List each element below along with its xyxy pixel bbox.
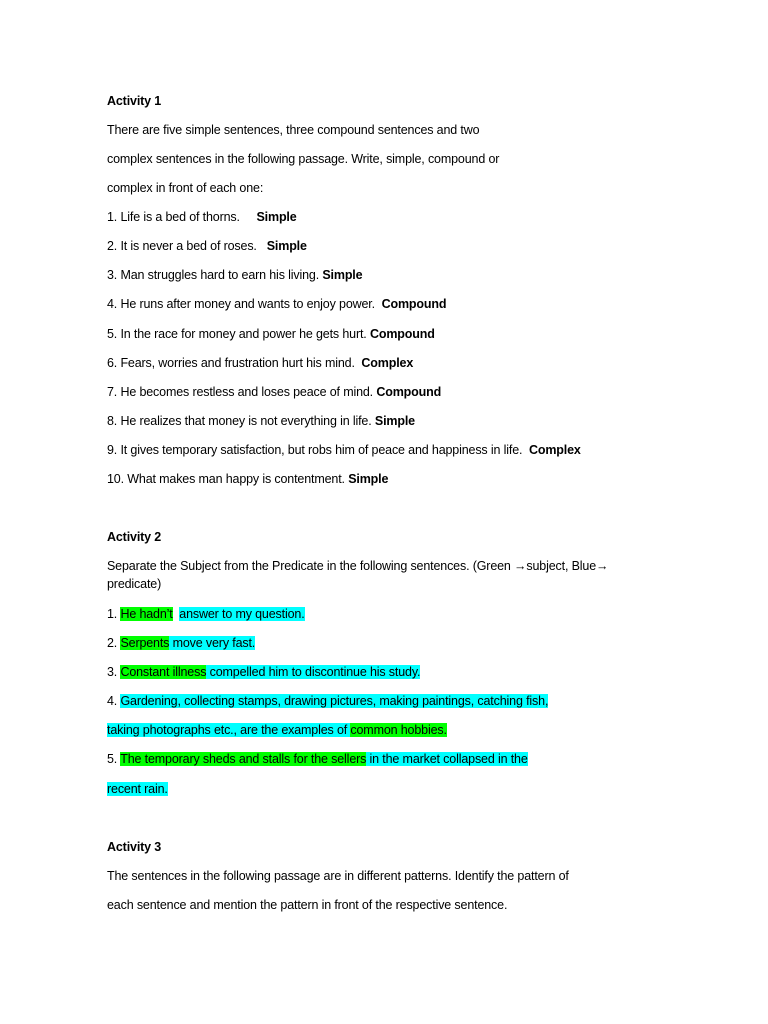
- predicate-highlight: in the market collapsed in the: [366, 752, 528, 766]
- sentence-text: 2. It is never a bed of roses.: [107, 239, 267, 253]
- predicate-highlight: compelled him to discontinue his study.: [206, 665, 421, 679]
- sentence-answer: Complex: [528, 443, 581, 457]
- activity-1-intro-line: There are five simple sentences, three compound sentences and two: [107, 123, 480, 137]
- sentence-answer: Simple: [322, 268, 363, 282]
- sentence-answer: Simple: [266, 239, 307, 253]
- activity-2-item: [107, 664, 420, 680]
- activity-2-item-continuation: [107, 722, 447, 738]
- activity-1-item: [107, 296, 446, 312]
- sentence-answer: Simple: [348, 472, 389, 486]
- subject-highlight: Constant illness: [120, 665, 207, 679]
- activity-2-item: [107, 693, 548, 709]
- sentence-text: 7. He becomes restless and loses peace of mind.: [107, 385, 377, 399]
- activity-1-heading: Activity 1: [107, 94, 162, 108]
- sentence-text: 4. He runs after money and wants to enjoy power.: [107, 297, 382, 311]
- sentence-text: 1. Life is a bed of thorns.: [107, 210, 257, 224]
- subject-highlight: common hobbies.: [350, 723, 447, 737]
- activity-2-item: [107, 635, 255, 651]
- activity-2-heading: Activity 2: [107, 530, 162, 544]
- activity-1-item: [107, 442, 581, 458]
- sentence-answer: Compound: [376, 385, 442, 399]
- predicate-highlight: answer to my question.: [179, 607, 305, 621]
- activity-1-item: [107, 413, 415, 429]
- item-number: 3.: [107, 665, 121, 679]
- predicate-highlight: recent rain.: [107, 782, 168, 796]
- predicate-highlight: Gardening, collecting stamps, drawing pictures, making paintings, catching fish,: [120, 694, 549, 708]
- sentence-answer: Simple: [374, 414, 415, 428]
- activity-1-item: [107, 267, 362, 283]
- predicate-highlight: move very fast.: [169, 636, 256, 650]
- subject-highlight: Serpents: [120, 636, 170, 650]
- sentence-text: 6. Fears, worries and frustration hurt his mind.: [107, 356, 362, 370]
- subject-highlight: He hadn’t: [120, 607, 173, 621]
- sentence-answer: Compound: [381, 297, 447, 311]
- activity-1-item: [107, 238, 307, 254]
- activity-2-intro-line: predicate): [107, 577, 162, 591]
- sentence-text: 5. In the race for money and power he gets hurt.: [107, 327, 370, 341]
- activity-2-item: [107, 751, 528, 767]
- activity-3-intro-line: The sentences in the following passage are in different patterns. Identify the pattern of: [107, 869, 569, 883]
- sentence-text: 8. He realizes that money is not everything in life.: [107, 414, 375, 428]
- sentence-answer: Simple: [256, 210, 297, 224]
- sentence-answer: Compound: [369, 327, 435, 341]
- activity-3-intro-line: each sentence and mention the pattern in front of the respective sentence.: [107, 898, 508, 912]
- activity-1-item: [107, 326, 435, 342]
- sentence-answer: Complex: [361, 356, 414, 370]
- activity-1-intro-line: complex in front of each one:: [107, 181, 264, 195]
- activity-1-intro-line: complex sentences in the following passage. Write, simple, compound or: [107, 152, 500, 166]
- sentence-text: 9. It gives temporary satisfaction, but robs him of peace and happiness in life.: [107, 443, 529, 457]
- predicate-highlight: taking photographs etc., are the examples of: [107, 723, 351, 737]
- item-number: 5.: [107, 752, 121, 766]
- sentence-text: 3. Man struggles hard to earn his living.: [107, 268, 323, 282]
- activity-1-item: [107, 471, 388, 487]
- sentence-text: 10. What makes man happy is contentment.: [107, 472, 349, 486]
- activity-2-item-continuation: [107, 781, 168, 797]
- activity-2-item: [107, 606, 305, 622]
- subject-highlight: The temporary sheds and stalls for the sellers: [120, 752, 367, 766]
- activity-2-intro-line: Separate the Subject from the Predicate in the following sentences. (Green →subject, Blue→: [107, 559, 609, 573]
- activity-3-heading: Activity 3: [107, 840, 162, 854]
- activity-1-item: [107, 209, 297, 225]
- item-number: 4.: [107, 694, 121, 708]
- item-number: 2.: [107, 636, 121, 650]
- item-number: 1.: [107, 607, 121, 621]
- activity-1-item: [107, 384, 441, 400]
- activity-1-item: [107, 355, 413, 371]
